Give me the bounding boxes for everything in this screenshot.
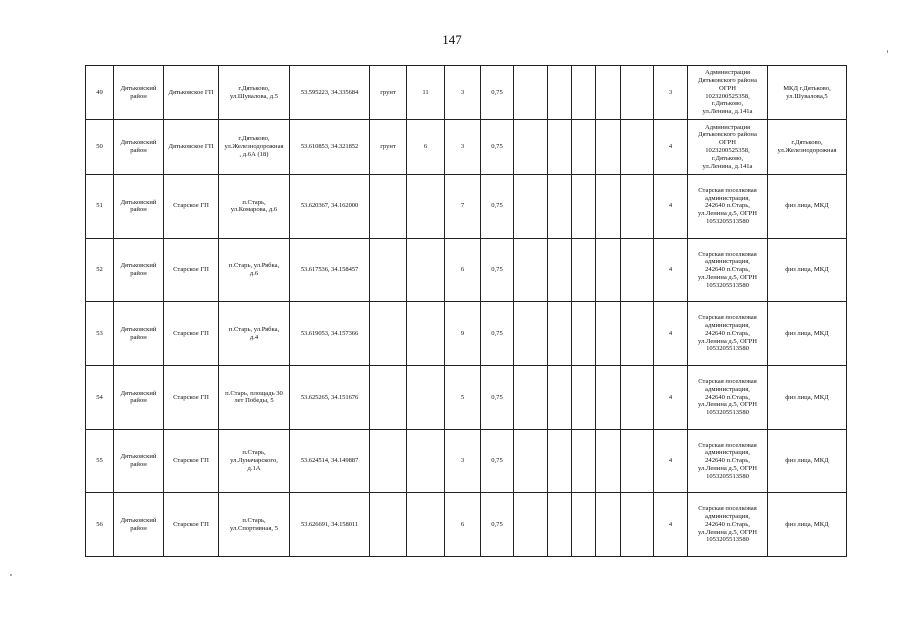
containers-cell: 6 (445, 493, 481, 557)
containers-cell: 6 (445, 238, 481, 302)
row-number-cell: 52 (86, 238, 114, 302)
owner-cell: Старская поселковая администрация, 242640 п.Старь, ул.Ленина д.5, ОГРН 1053205513580 (688, 302, 768, 366)
coordinates-cell: 53.624514, 34.149887 (290, 429, 370, 493)
empty-cell (596, 120, 621, 175)
address-cell: п.Старь, ул.Комарова, д.6 (219, 175, 290, 239)
row-number-cell: 55 (86, 429, 114, 493)
table-row (86, 238, 847, 302)
empty-cell (514, 366, 548, 430)
settlement-cell: Старское ГП (164, 175, 219, 239)
empty-cell (596, 66, 621, 120)
table-row (86, 493, 847, 557)
settlement-cell: Дятьковское ГП (164, 66, 219, 120)
surface-cell: грунт (370, 120, 407, 175)
empty-cell (572, 120, 596, 175)
area-cell: 11 (407, 66, 445, 120)
empty-cell (621, 120, 654, 175)
empty-cell (572, 302, 596, 366)
waste-source-cell: физ лица, МКД (768, 366, 847, 430)
table-row (86, 366, 847, 430)
empty-cell (572, 429, 596, 493)
coordinates-cell: 53.625265, 34.151676 (290, 366, 370, 430)
area-cell (407, 429, 445, 493)
waste-source-cell: физ лица, МКД (768, 493, 847, 557)
district-cell: Дятьковский район (114, 120, 164, 175)
area-cell: 6 (407, 120, 445, 175)
count-cell: 4 (654, 366, 688, 430)
waste-source-cell: физ лица, МКД (768, 429, 847, 493)
empty-cell (596, 493, 621, 557)
row-number-cell: 53 (86, 302, 114, 366)
district-cell: Дятьковский район (114, 175, 164, 239)
empty-cell (621, 493, 654, 557)
empty-cell (572, 366, 596, 430)
empty-cell (596, 366, 621, 430)
empty-cell (621, 66, 654, 120)
waste-source-cell: г.Дятьково, ул.Железнодорожная (768, 120, 847, 175)
volume-cell: 0,75 (481, 493, 514, 557)
empty-cell (621, 175, 654, 239)
coordinates-cell: 53.619053, 34.157366 (290, 302, 370, 366)
district-cell: Дятьковский район (114, 493, 164, 557)
row-number-cell: 51 (86, 175, 114, 239)
empty-cell (548, 493, 572, 557)
containers-cell: 9 (445, 302, 481, 366)
empty-cell (572, 66, 596, 120)
table-row (86, 429, 847, 493)
registry-rows (86, 66, 847, 557)
containers-cell: 3 (445, 66, 481, 120)
empty-cell (548, 302, 572, 366)
count-cell: 4 (654, 302, 688, 366)
waste-source-cell: МКД г.Дятьково, ул.Шувалова,5 (768, 66, 847, 120)
address-cell: г.Дятьково, ул.Железнодорожная , д.6А (18) (219, 120, 290, 175)
settlement-cell: Старское ГП (164, 238, 219, 302)
surface-cell (370, 366, 407, 430)
district-cell: Дятьковский район (114, 66, 164, 120)
settlement-cell: Старское ГП (164, 429, 219, 493)
registry-table (85, 65, 847, 557)
empty-cell (621, 302, 654, 366)
empty-cell (548, 120, 572, 175)
containers-cell: 5 (445, 366, 481, 430)
surface-cell (370, 302, 407, 366)
district-cell: Дятьковский район (114, 429, 164, 493)
owner-cell: Старская поселковая администрация, 242640 п.Старь, ул.Ленина д.5, ОГРН 1053205513580 (688, 493, 768, 557)
empty-cell (514, 175, 548, 239)
count-cell: 4 (654, 175, 688, 239)
volume-cell: 0,75 (481, 175, 514, 239)
empty-cell (621, 429, 654, 493)
empty-cell (548, 175, 572, 239)
empty-cell (621, 366, 654, 430)
empty-cell (596, 175, 621, 239)
volume-cell: 0,75 (481, 429, 514, 493)
surface-cell (370, 493, 407, 557)
count-cell: 3 (654, 66, 688, 120)
district-cell: Дятьковский район (114, 302, 164, 366)
coordinates-cell: 53.620367, 34.162000 (290, 175, 370, 239)
address-cell: п.Старь, ул.Рябка, д.6 (219, 238, 290, 302)
area-cell (407, 175, 445, 239)
address-cell: г.Дятьково, ул.Шувалова, д.5 (219, 66, 290, 120)
waste-source-cell: физ лица, МКД (768, 238, 847, 302)
empty-cell (548, 429, 572, 493)
empty-cell (514, 238, 548, 302)
settlement-cell: Старское ГП (164, 302, 219, 366)
owner-cell: Старская поселковая администрация, 242640 п.Старь, ул.Ленина д.5, ОГРН 1053205513580 (688, 429, 768, 493)
area-cell (407, 302, 445, 366)
empty-cell (514, 66, 548, 120)
volume-cell: 0,75 (481, 66, 514, 120)
empty-cell (514, 120, 548, 175)
row-number-cell: 49 (86, 66, 114, 120)
address-cell: п.Старь, площадь 30 лет Победы, 5 (219, 366, 290, 430)
count-cell: 4 (654, 493, 688, 557)
containers-cell: 3 (445, 120, 481, 175)
owner-cell: Старская поселковая администрация, 242640 п.Старь, ул.Ленина д.5, ОГРН 1053205513580 (688, 366, 768, 430)
count-cell: 4 (654, 429, 688, 493)
scan-speck (887, 50, 888, 53)
address-cell: п.Старь, ул.Рябка, д.4 (219, 302, 290, 366)
volume-cell: 0,75 (481, 366, 514, 430)
empty-cell (514, 302, 548, 366)
page-number: 147 (442, 32, 462, 47)
surface-cell (370, 175, 407, 239)
owner-cell: Администрация Дятьковского района ОГРН 1023200525358, г.Дятьково, ул.Ленина, д.141а (688, 66, 768, 120)
scan-speck (10, 574, 12, 576)
row-number-cell: 54 (86, 366, 114, 430)
owner-cell: Старская поселковая администрация, 242640 п.Старь, ул.Ленина д.5, ОГРН 1053205513580 (688, 238, 768, 302)
address-cell: п.Старь, ул.Луначарского, д.1А (219, 429, 290, 493)
owner-cell: Администрация Дятьковского района ОГРН 1023200525358, г.Дятьково, ул.Ленина, д.141а (688, 120, 768, 175)
empty-cell (572, 175, 596, 239)
waste-source-cell: физ лица, МКД (768, 175, 847, 239)
district-cell: Дятьковский район (114, 238, 164, 302)
empty-cell (596, 238, 621, 302)
settlement-cell: Дятьковское ГП (164, 120, 219, 175)
containers-cell: 3 (445, 429, 481, 493)
count-cell: 4 (654, 120, 688, 175)
count-cell: 4 (654, 238, 688, 302)
table-row (86, 175, 847, 239)
coordinates-cell: 53.610853, 34.321852 (290, 120, 370, 175)
empty-cell (596, 302, 621, 366)
row-number-cell: 50 (86, 120, 114, 175)
surface-cell (370, 238, 407, 302)
coordinates-cell: 53.617536, 34.158457 (290, 238, 370, 302)
area-cell (407, 366, 445, 430)
coordinates-cell: 53.626691, 34.158011 (290, 493, 370, 557)
empty-cell (548, 66, 572, 120)
address-cell: п.Старь, ул.Спортивная, 5 (219, 493, 290, 557)
surface-cell: грунт (370, 66, 407, 120)
empty-cell (548, 366, 572, 430)
empty-cell (572, 238, 596, 302)
district-cell: Дятьковский район (114, 366, 164, 430)
containers-cell: 7 (445, 175, 481, 239)
empty-cell (514, 429, 548, 493)
settlement-cell: Старское ГП (164, 493, 219, 557)
row-number-cell: 56 (86, 493, 114, 557)
coordinates-cell: 53.595223, 34.335684 (290, 66, 370, 120)
volume-cell: 0,75 (481, 302, 514, 366)
empty-cell (621, 238, 654, 302)
empty-cell (596, 429, 621, 493)
table-row (86, 66, 847, 120)
table-row (86, 302, 847, 366)
empty-cell (548, 238, 572, 302)
volume-cell: 0,75 (481, 238, 514, 302)
empty-cell (514, 493, 548, 557)
volume-cell: 0,75 (481, 120, 514, 175)
surface-cell (370, 429, 407, 493)
waste-source-cell: физ лица, МКД (768, 302, 847, 366)
settlement-cell: Старское ГП (164, 366, 219, 430)
area-cell (407, 493, 445, 557)
owner-cell: Старская поселковая администрация, 242640 п.Старь, ул.Ленина д.5, ОГРН 1053205513580 (688, 175, 768, 239)
empty-cell (572, 493, 596, 557)
area-cell (407, 238, 445, 302)
table-row (86, 120, 847, 175)
